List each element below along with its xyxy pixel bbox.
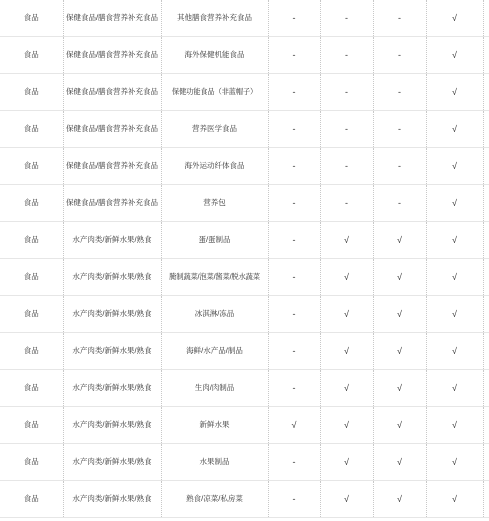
- cell-category: 食品: [0, 407, 63, 444]
- cell-col4: √: [426, 74, 483, 111]
- table-row: [0, 0, 489, 37]
- cell-col3: √: [373, 407, 426, 444]
- cell-col2: √: [320, 259, 373, 296]
- cell-col2: √: [320, 222, 373, 259]
- cell-category: 食品: [0, 222, 63, 259]
- cell-item: 新鲜水果: [161, 407, 268, 444]
- table-row: [0, 407, 489, 444]
- cell-edge: [483, 296, 489, 333]
- cell-col1: -: [268, 222, 320, 259]
- cell-col3: √: [373, 481, 426, 518]
- cell-item: 其他膳食营养补充食品: [161, 0, 268, 37]
- cell-edge: [483, 185, 489, 222]
- cell-group: 保健食品/膳食营养补充食品: [63, 185, 161, 222]
- cell-item: 海外运动纤体食品: [161, 148, 268, 185]
- cell-col2: √: [320, 333, 373, 370]
- cell-col3: √: [373, 259, 426, 296]
- cell-item: 水果制品: [161, 444, 268, 481]
- cell-category: 食品: [0, 185, 63, 222]
- cell-item: 保健功能食品（非蓝帽子）: [161, 74, 268, 111]
- cell-col2: -: [320, 148, 373, 185]
- cell-group: 水产肉类/新鲜水果/熟食: [63, 222, 161, 259]
- cell-col1: -: [268, 148, 320, 185]
- cell-item: 营养医学食品: [161, 111, 268, 148]
- cell-col1: -: [268, 111, 320, 148]
- cell-edge: [483, 111, 489, 148]
- cell-edge: [483, 74, 489, 111]
- cell-col4: √: [426, 37, 483, 74]
- cell-category: 食品: [0, 111, 63, 148]
- cell-edge: [483, 407, 489, 444]
- cell-col1: -: [268, 0, 320, 37]
- table-row: [0, 333, 489, 370]
- cell-edge: [483, 259, 489, 296]
- cell-category: 食品: [0, 148, 63, 185]
- cell-col4: √: [426, 296, 483, 333]
- cell-category: 食品: [0, 444, 63, 481]
- cell-col1: -: [268, 185, 320, 222]
- table-row: [0, 444, 489, 481]
- cell-edge: [483, 0, 489, 37]
- cell-col3: √: [373, 444, 426, 481]
- cell-group: 保健食品/膳食营养补充食品: [63, 0, 161, 37]
- table-row: [0, 148, 489, 185]
- cell-col4: √: [426, 148, 483, 185]
- cell-item: 营养包: [161, 185, 268, 222]
- cell-col1: -: [268, 333, 320, 370]
- cell-col2: √: [320, 370, 373, 407]
- cell-col2: -: [320, 185, 373, 222]
- cell-col3: -: [373, 185, 426, 222]
- cell-col3: √: [373, 222, 426, 259]
- cell-item: 熟食/凉菜/私房菜: [161, 481, 268, 518]
- cell-col4: √: [426, 333, 483, 370]
- cell-col3: -: [373, 74, 426, 111]
- table-row: [0, 481, 489, 518]
- cell-col4: √: [426, 222, 483, 259]
- cell-category: 食品: [0, 296, 63, 333]
- cell-item: 蛋/蛋制品: [161, 222, 268, 259]
- cell-edge: [483, 481, 489, 518]
- cell-col1: -: [268, 444, 320, 481]
- cell-category: 食品: [0, 259, 63, 296]
- cell-col4: √: [426, 111, 483, 148]
- table-row: [0, 37, 489, 74]
- cell-col3: √: [373, 370, 426, 407]
- cell-group: 水产肉类/新鲜水果/熟食: [63, 370, 161, 407]
- cell-edge: [483, 222, 489, 259]
- cell-col3: -: [373, 37, 426, 74]
- table-row: [0, 185, 489, 222]
- cell-col3: -: [373, 0, 426, 37]
- cell-col3: √: [373, 333, 426, 370]
- cell-category: 食品: [0, 37, 63, 74]
- cell-edge: [483, 370, 489, 407]
- cell-item: 冰淇淋/冻品: [161, 296, 268, 333]
- cell-col2: -: [320, 37, 373, 74]
- cell-col2: √: [320, 444, 373, 481]
- cell-col1: -: [268, 296, 320, 333]
- cell-col1: -: [268, 259, 320, 296]
- cell-category: 食品: [0, 481, 63, 518]
- table-row: [0, 370, 489, 407]
- cell-group: 水产肉类/新鲜水果/熟食: [63, 333, 161, 370]
- cell-group: 水产肉类/新鲜水果/熟食: [63, 296, 161, 333]
- cell-col4: √: [426, 481, 483, 518]
- cell-col1: -: [268, 481, 320, 518]
- cell-col2: -: [320, 111, 373, 148]
- table-row: [0, 222, 489, 259]
- table-row: [0, 74, 489, 111]
- cell-col4: √: [426, 259, 483, 296]
- cell-group: 保健食品/膳食营养补充食品: [63, 74, 161, 111]
- cell-group: 水产肉类/新鲜水果/熟食: [63, 481, 161, 518]
- cell-category: 食品: [0, 0, 63, 37]
- cell-col2: √: [320, 296, 373, 333]
- table-row: [0, 259, 489, 296]
- cell-col1: √: [268, 407, 320, 444]
- cell-col4: √: [426, 185, 483, 222]
- cell-col4: √: [426, 370, 483, 407]
- cell-edge: [483, 37, 489, 74]
- cell-col1: -: [268, 37, 320, 74]
- cell-group: 保健食品/膳食营养补充食品: [63, 37, 161, 74]
- cell-col2: √: [320, 481, 373, 518]
- cell-category: 食品: [0, 74, 63, 111]
- cell-item: 海外保健机能食品: [161, 37, 268, 74]
- cell-col4: √: [426, 407, 483, 444]
- table-row: [0, 111, 489, 148]
- cell-item: 海鲜/水产品/制品: [161, 333, 268, 370]
- cell-col2: √: [320, 407, 373, 444]
- cell-edge: [483, 333, 489, 370]
- cell-col2: -: [320, 0, 373, 37]
- cell-col3: -: [373, 148, 426, 185]
- table-row: [0, 296, 489, 333]
- cell-col1: -: [268, 74, 320, 111]
- cell-col4: √: [426, 444, 483, 481]
- cell-group: 保健食品/膳食营养补充食品: [63, 111, 161, 148]
- cell-group: 水产肉类/新鲜水果/熟食: [63, 444, 161, 481]
- cell-col1: -: [268, 370, 320, 407]
- cell-category: 食品: [0, 333, 63, 370]
- cell-group: 水产肉类/新鲜水果/熟食: [63, 259, 161, 296]
- cell-col3: -: [373, 111, 426, 148]
- cell-col2: -: [320, 74, 373, 111]
- cell-group: 水产肉类/新鲜水果/熟食: [63, 407, 161, 444]
- cell-col3: √: [373, 296, 426, 333]
- cell-edge: [483, 148, 489, 185]
- cell-edge: [483, 444, 489, 481]
- cell-group: 保健食品/膳食营养补充食品: [63, 148, 161, 185]
- cell-item: 生肉/肉制品: [161, 370, 268, 407]
- cell-col4: √: [426, 0, 483, 37]
- cell-category: 食品: [0, 370, 63, 407]
- cell-item: 腌制蔬菜/泡菜/酱菜/脱水蔬菜: [161, 259, 268, 296]
